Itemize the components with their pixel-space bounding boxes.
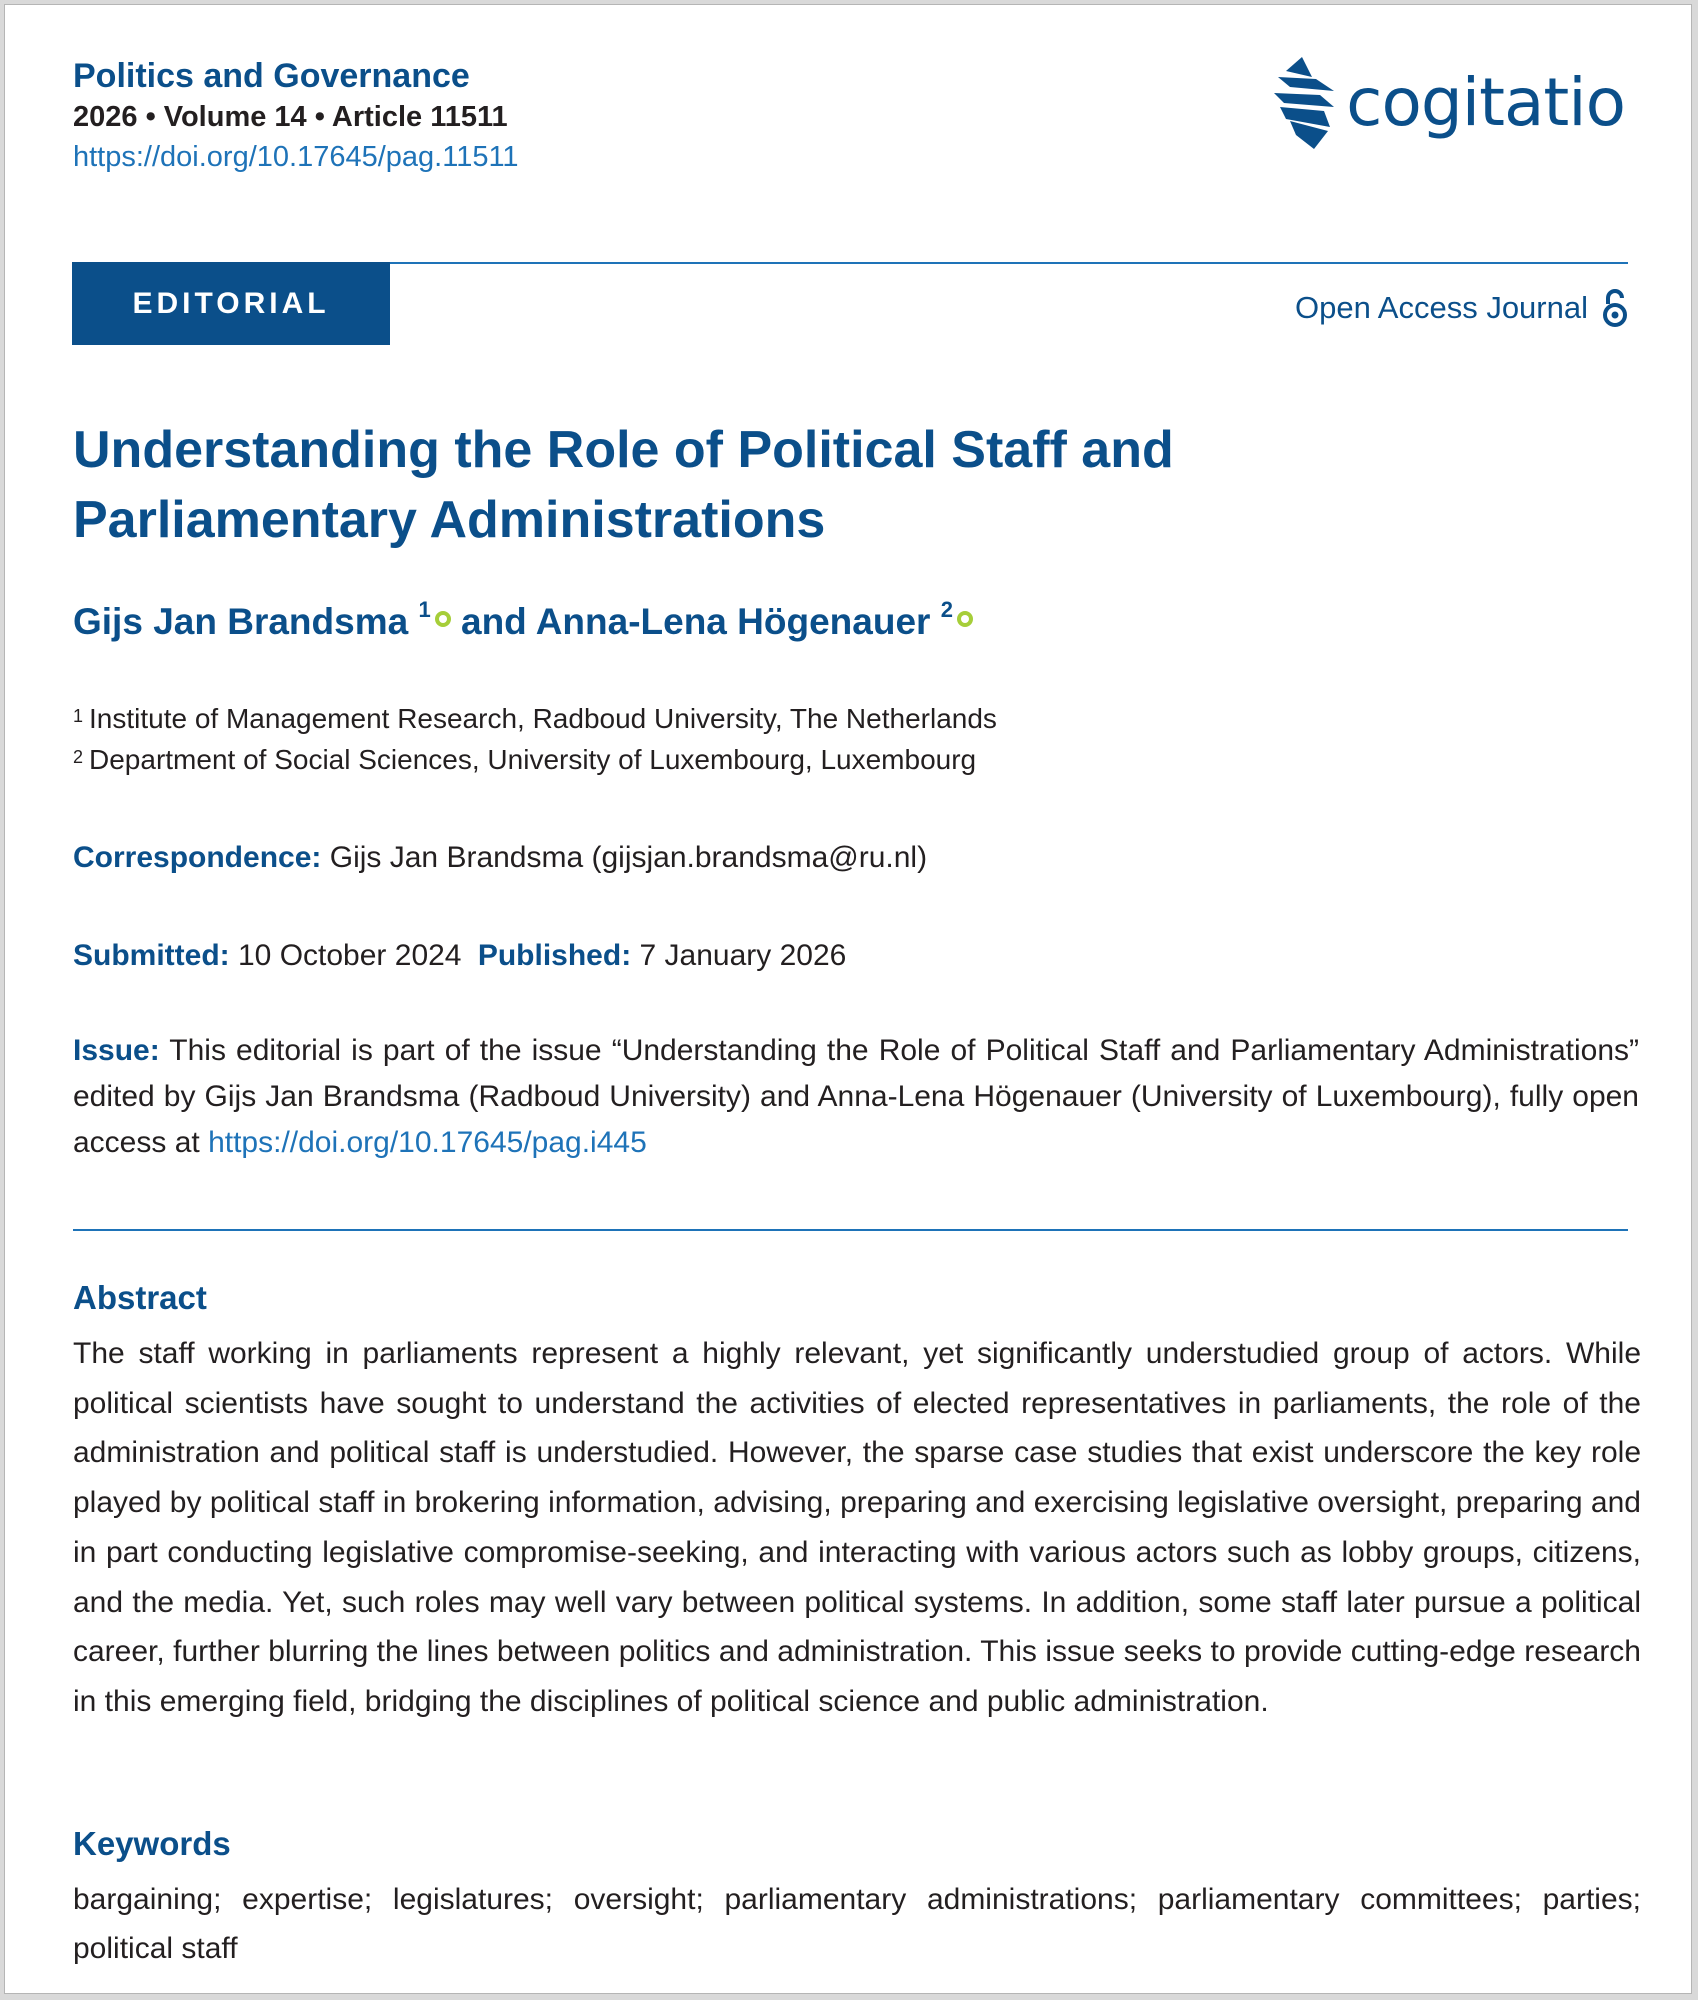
affiliation-2-sup: 2: [73, 747, 84, 767]
correspondence-value[interactable]: Gijs Jan Brandsma (gijsjan.brandsma@ru.nl): [329, 841, 928, 874]
correspondence: [73, 841, 927, 875]
issue-note: [73, 1028, 1639, 1166]
article-title: [73, 415, 1373, 555]
affiliation-2: [73, 739, 997, 780]
article-doi-link[interactable]: https://doi.org/10.17645/pag.11511: [73, 141, 519, 173]
submitted-label: Submitted:: [73, 939, 230, 972]
cogitatio-logo[interactable]: [1272, 57, 1625, 149]
open-access-icon: [1602, 288, 1628, 328]
dates: [73, 939, 846, 973]
title-line-2: Parliamentary Administrations: [73, 491, 826, 549]
affiliation-1-text: Institute of Management Research, Radboud University, The Netherlands: [89, 703, 997, 734]
author-2-name[interactable]: Anna-Lena Högenauer: [535, 601, 931, 642]
author-list: [73, 597, 973, 643]
abstract-body: The staff working in parliaments represent a highly relevant, yet significantly understudied group of actors. While political scientists have sought to understand the activities of elected representatives in parliaments, the role of the administration and political staff is understudied. However, the sparse case studies that exist underscore the key role played by political staff in brokering information, advising, preparing and exercising legislative oversight, preparing and in part conducting legislative compromise-seeking, and interacting with various actors such as lobby groups, citizens, and the media. Yet, such roles may well vary between political systems. In addition, some staff later pursue a political career, further blurring the lines between politics and administration. This issue seeks to provide cutting-edge research in this emerging field, bridging the disciplines of political science and public administration.: [73, 1337, 1641, 1718]
author-1-affil-sup: 1: [418, 597, 431, 622]
author-separator: and: [461, 601, 527, 642]
open-access-text: Open Access Journal: [1295, 290, 1588, 325]
keywords-list: bargaining; expertise; legislatures; oversight; parliamentary administrations; parliamentary committees; parties; political staff: [73, 1883, 1641, 1965]
published-label: Published:: [477, 939, 632, 972]
issue-text: This editorial is part of the issue “Understanding the Role of Political Staff and Parliamentary Administrations” edited by Gijs Jan Brandsma (Radboud University) and Anna-Lena Högenauer (University of Luxembourg), fully open access at: [73, 1034, 1639, 1159]
article-type-badge: EDITORIAL: [72, 262, 390, 345]
issue-link[interactable]: https://doi.org/10.17645/pag.i445: [208, 1126, 647, 1159]
issue-label: Issue:: [73, 1034, 160, 1067]
affiliation-1-sup: 1: [73, 706, 84, 726]
author-1-name[interactable]: Gijs Jan Brandsma: [73, 601, 409, 642]
cogitatio-logo-icon: [1272, 57, 1336, 149]
author-2-affil-sup: 2: [940, 597, 953, 622]
header-divider: [390, 262, 1628, 264]
journal-meta: 2026 • Volume 14 • Article 11511: [73, 101, 508, 133]
affiliation-2-text: Department of Social Sciences, University of Luxembourg, Luxembourg: [89, 744, 977, 775]
article-page: [4, 4, 1692, 1994]
abstract-heading: Abstract: [73, 1279, 207, 1316]
published-date: 7 January 2026: [639, 939, 847, 972]
orcid-icon[interactable]: [435, 611, 451, 627]
open-access-label[interactable]: [1295, 288, 1628, 328]
logo-text: cogitatio: [1346, 64, 1625, 141]
correspondence-label: Correspondence:: [73, 841, 322, 874]
keywords-heading: Keywords: [73, 1825, 231, 1862]
title-line-1: Understanding the Role of Political Staff and: [73, 421, 1174, 479]
journal-name[interactable]: Politics and Governance: [73, 57, 470, 95]
section-divider: [73, 1229, 1628, 1231]
affiliations: [73, 698, 997, 780]
submitted-date: 10 October 2024: [238, 939, 462, 972]
orcid-icon[interactable]: [957, 611, 973, 627]
affiliation-1: [73, 698, 997, 739]
